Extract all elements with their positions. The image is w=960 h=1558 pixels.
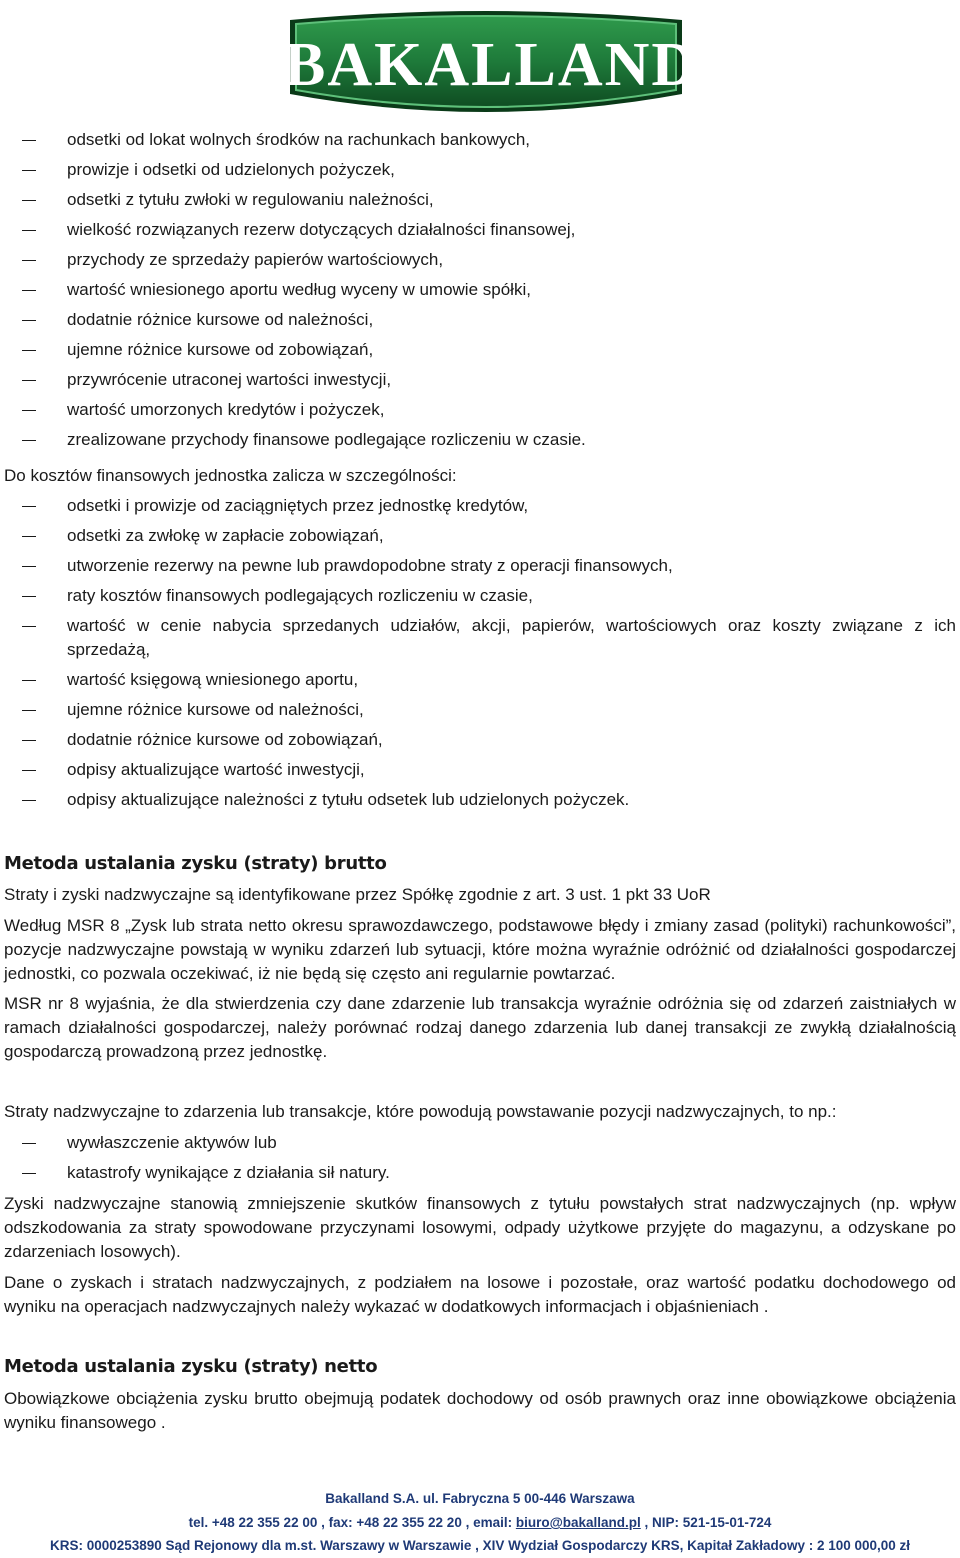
dash-bullet-icon	[22, 440, 36, 441]
list-item	[0, 128, 960, 158]
list-item-text: wartość wniesionego aportu według wyceny w umowie spółki,	[67, 280, 531, 299]
list-item-text: odsetki od lokat wolnych środków na rachunkach bankowych,	[67, 130, 531, 149]
footer-registration: KRS: 0000253890 Sąd Rejonowy dla m.st. Warszawy w Warszawie , XIV Wydział Gospodarczy KRS, Kapitał Zakładowy : 2 100 000,00 zł	[49, 1538, 911, 1553]
dash-bullet-icon	[22, 290, 36, 291]
list-item-text: wielkość rozwiązanych rezerw dotyczących działalności finansowej,	[67, 220, 576, 239]
list-item	[0, 554, 960, 584]
list-item-text: ujemne różnice kursowe od zobowiązań,	[67, 340, 374, 359]
footer-contact-text: tel. +48 22 355 22 00 , fax: +48 22 355 22 20 , email:	[188, 1515, 516, 1530]
footer-address: Bakalland S.A. ul. Fabryczna 5 00-446 Warszawa	[325, 1491, 635, 1506]
list-item-text: odpisy aktualizujące wartość inwestycji,	[67, 760, 365, 779]
dash-bullet-icon	[22, 350, 36, 351]
paragraph-msr8-definition: Według MSR 8 „Zysk lub strata netto okresu sprawozdawczego, podstawowe błędy i zmiany zasad (polityki) rachunkowości”, pozycje nadzwyczajne powstają w wyniku zdarzeń lub sytuacji, które można wyraźnie odróżnić od działalności gospodarczej jednostki, co pozwala oczekiwać, iż nie będą się często ani regularnie powtarzać.	[4, 916, 956, 983]
list-item-text: odsetki za zwłokę w zapłacie zobowiązań,	[67, 526, 384, 545]
list-item-text: prowizje i odsetki od udzielonych pożyczek,	[67, 160, 395, 179]
list-item	[0, 788, 960, 818]
paragraph-extraordinary-data: Dane o zyskach i stratach nadzwyczajnych, z podziałem na losowe i pozostałe, oraz wartość podatku dochodowego od wyniku na operacjach nadzwyczajnych należy wykazać w dodatkowych informacjach i objaśnieniach .	[4, 1273, 956, 1316]
paragraph-extraordinary-identification: Straty i zyski nadzwyczajne są identyfikowane przez Spółkę zgodnie z art. 3 ust. 1 pkt 33 UoR	[4, 885, 711, 904]
dash-bullet-icon	[22, 230, 36, 231]
dash-bullet-icon	[22, 596, 36, 597]
list-item-text: wartość w cenie nabycia sprzedanych udziałów, akcji, papierów, wartościowych oraz koszty związane z ich sprzedażą,	[67, 616, 956, 659]
paragraph-msr8-explanation: MSR nr 8 wyjaśnia, że dla stwierdzenia czy dane zdarzenie lub transakcja wyraźnie odróżnia się od zdarzeń zaistniałych w ramach działalności gospodarczej, należy porównać rodzaj danego zdarzenia lub danej transakcji ze zwykłą działalnością gospodarczą prowadzoną przez jednostkę.	[4, 994, 956, 1061]
list-item	[0, 308, 960, 338]
dash-bullet-icon	[22, 536, 36, 537]
list-item-text: odsetki z tytułu zwłoki w regulowaniu należności,	[67, 190, 434, 209]
dash-bullet-icon	[22, 740, 36, 741]
dash-bullet-icon	[22, 566, 36, 567]
list-item-text: zrealizowane przychody finansowe podlegające rozliczeniu w czasie.	[67, 430, 586, 449]
paragraph-extraordinary-gains: Zyski nadzwyczajne stanowią zmniejszenie skutków finansowych z tytułu powstałych strat nadzwyczajnych (np. wpływ odszkodowania za straty spowodowane przyczynami losowymi, odpady użytkowe przyjęte do magazynu, a odzyskane po zdarzeniach losowych).	[4, 1194, 956, 1261]
list-item	[0, 368, 960, 398]
list-item-text: wywłaszczenie aktywów lub	[67, 1133, 277, 1152]
list-item	[0, 584, 960, 614]
footer-nip: , NIP: 521-15-01-724	[640, 1515, 772, 1530]
footer-contact	[0, 1515, 960, 1531]
footer-email-link[interactable]: biuro@bakalland.pl	[515, 1515, 641, 1530]
list-item	[0, 758, 960, 788]
list-item-text: dodatnie różnice kursowe od należności,	[67, 310, 374, 329]
dash-bullet-icon	[22, 506, 36, 507]
financial-income-list	[0, 128, 960, 458]
list-item-text: raty kosztów finansowych podlegających rozliczeniu w czasie,	[67, 586, 533, 605]
list-item-text: przywrócenie utraconej wartości inwestycji,	[67, 370, 392, 389]
logo-wordmark: BAKALLAND	[284, 31, 699, 99]
list-item	[0, 338, 960, 368]
dash-bullet-icon	[22, 1173, 36, 1174]
list-item-text: odpisy aktualizujące należności z tytułu odsetek lub udzielonych pożyczek.	[67, 790, 630, 809]
heading-net-profit-method: Metoda ustalania zysku (straty) netto	[4, 1356, 378, 1377]
heading-gross-profit-method: Metoda ustalania zysku (straty) brutto	[4, 853, 387, 874]
dash-bullet-icon	[22, 410, 36, 411]
list-item-text: katastrofy wynikające z działania sił natury.	[67, 1163, 390, 1182]
list-item-text: dodatnie różnice kursowe od zobowiązań,	[67, 730, 383, 749]
list-item	[0, 728, 960, 758]
dash-bullet-icon	[22, 170, 36, 171]
list-item	[0, 494, 960, 524]
list-item	[0, 524, 960, 554]
list-item	[0, 188, 960, 218]
dash-bullet-icon	[22, 680, 36, 681]
dash-bullet-icon	[22, 260, 36, 261]
dash-bullet-icon	[22, 626, 36, 627]
dash-bullet-icon	[22, 140, 36, 141]
list-item	[0, 248, 960, 278]
list-item-text: odsetki i prowizje od zaciągniętych przez jednostkę kredytów,	[67, 496, 529, 515]
dash-bullet-icon	[22, 800, 36, 801]
dash-bullet-icon	[22, 320, 36, 321]
list-item	[0, 158, 960, 188]
paragraph-mandatory-charges: Obowiązkowe obciążenia zysku brutto obejmują podatek dochodowy od osób prawnych oraz inne obowiązkowe obciążenia wyniku finansowego .	[4, 1389, 956, 1432]
dash-bullet-icon	[22, 710, 36, 711]
list-item	[0, 1131, 960, 1161]
list-item-text: utworzenie rezerwy na pewne lub prawdopodobne straty z operacji finansowych,	[67, 556, 673, 575]
list-item	[0, 698, 960, 728]
list-item-text: ujemne różnice kursowe od należności,	[67, 700, 364, 719]
company-logo	[284, 8, 699, 120]
list-item-text: przychody ze sprzedaży papierów wartościowych,	[67, 250, 444, 269]
list-item	[0, 428, 960, 458]
list-item-text: wartość umorzonych kredytów i pożyczek,	[67, 400, 385, 419]
list-item	[0, 278, 960, 308]
list-item	[0, 1161, 960, 1191]
financial-costs-list	[0, 494, 960, 818]
dash-bullet-icon	[22, 380, 36, 381]
list-item	[0, 614, 960, 668]
extraordinary-losses-list	[0, 1131, 960, 1191]
list-item	[0, 218, 960, 248]
dash-bullet-icon	[22, 200, 36, 201]
list-item-text: wartość księgową wniesionego aportu,	[67, 670, 359, 689]
paragraph-extraordinary-losses-intro: Straty nadzwyczajne to zdarzenia lub transakcje, które powodują powstawanie pozycji nadzwyczajnych, to np.:	[4, 1102, 837, 1121]
costs-intro: Do kosztów finansowych jednostka zalicza w szczególności:	[4, 466, 457, 485]
dash-bullet-icon	[22, 770, 36, 771]
dash-bullet-icon	[22, 1143, 36, 1144]
list-item	[0, 668, 960, 698]
list-item	[0, 398, 960, 428]
